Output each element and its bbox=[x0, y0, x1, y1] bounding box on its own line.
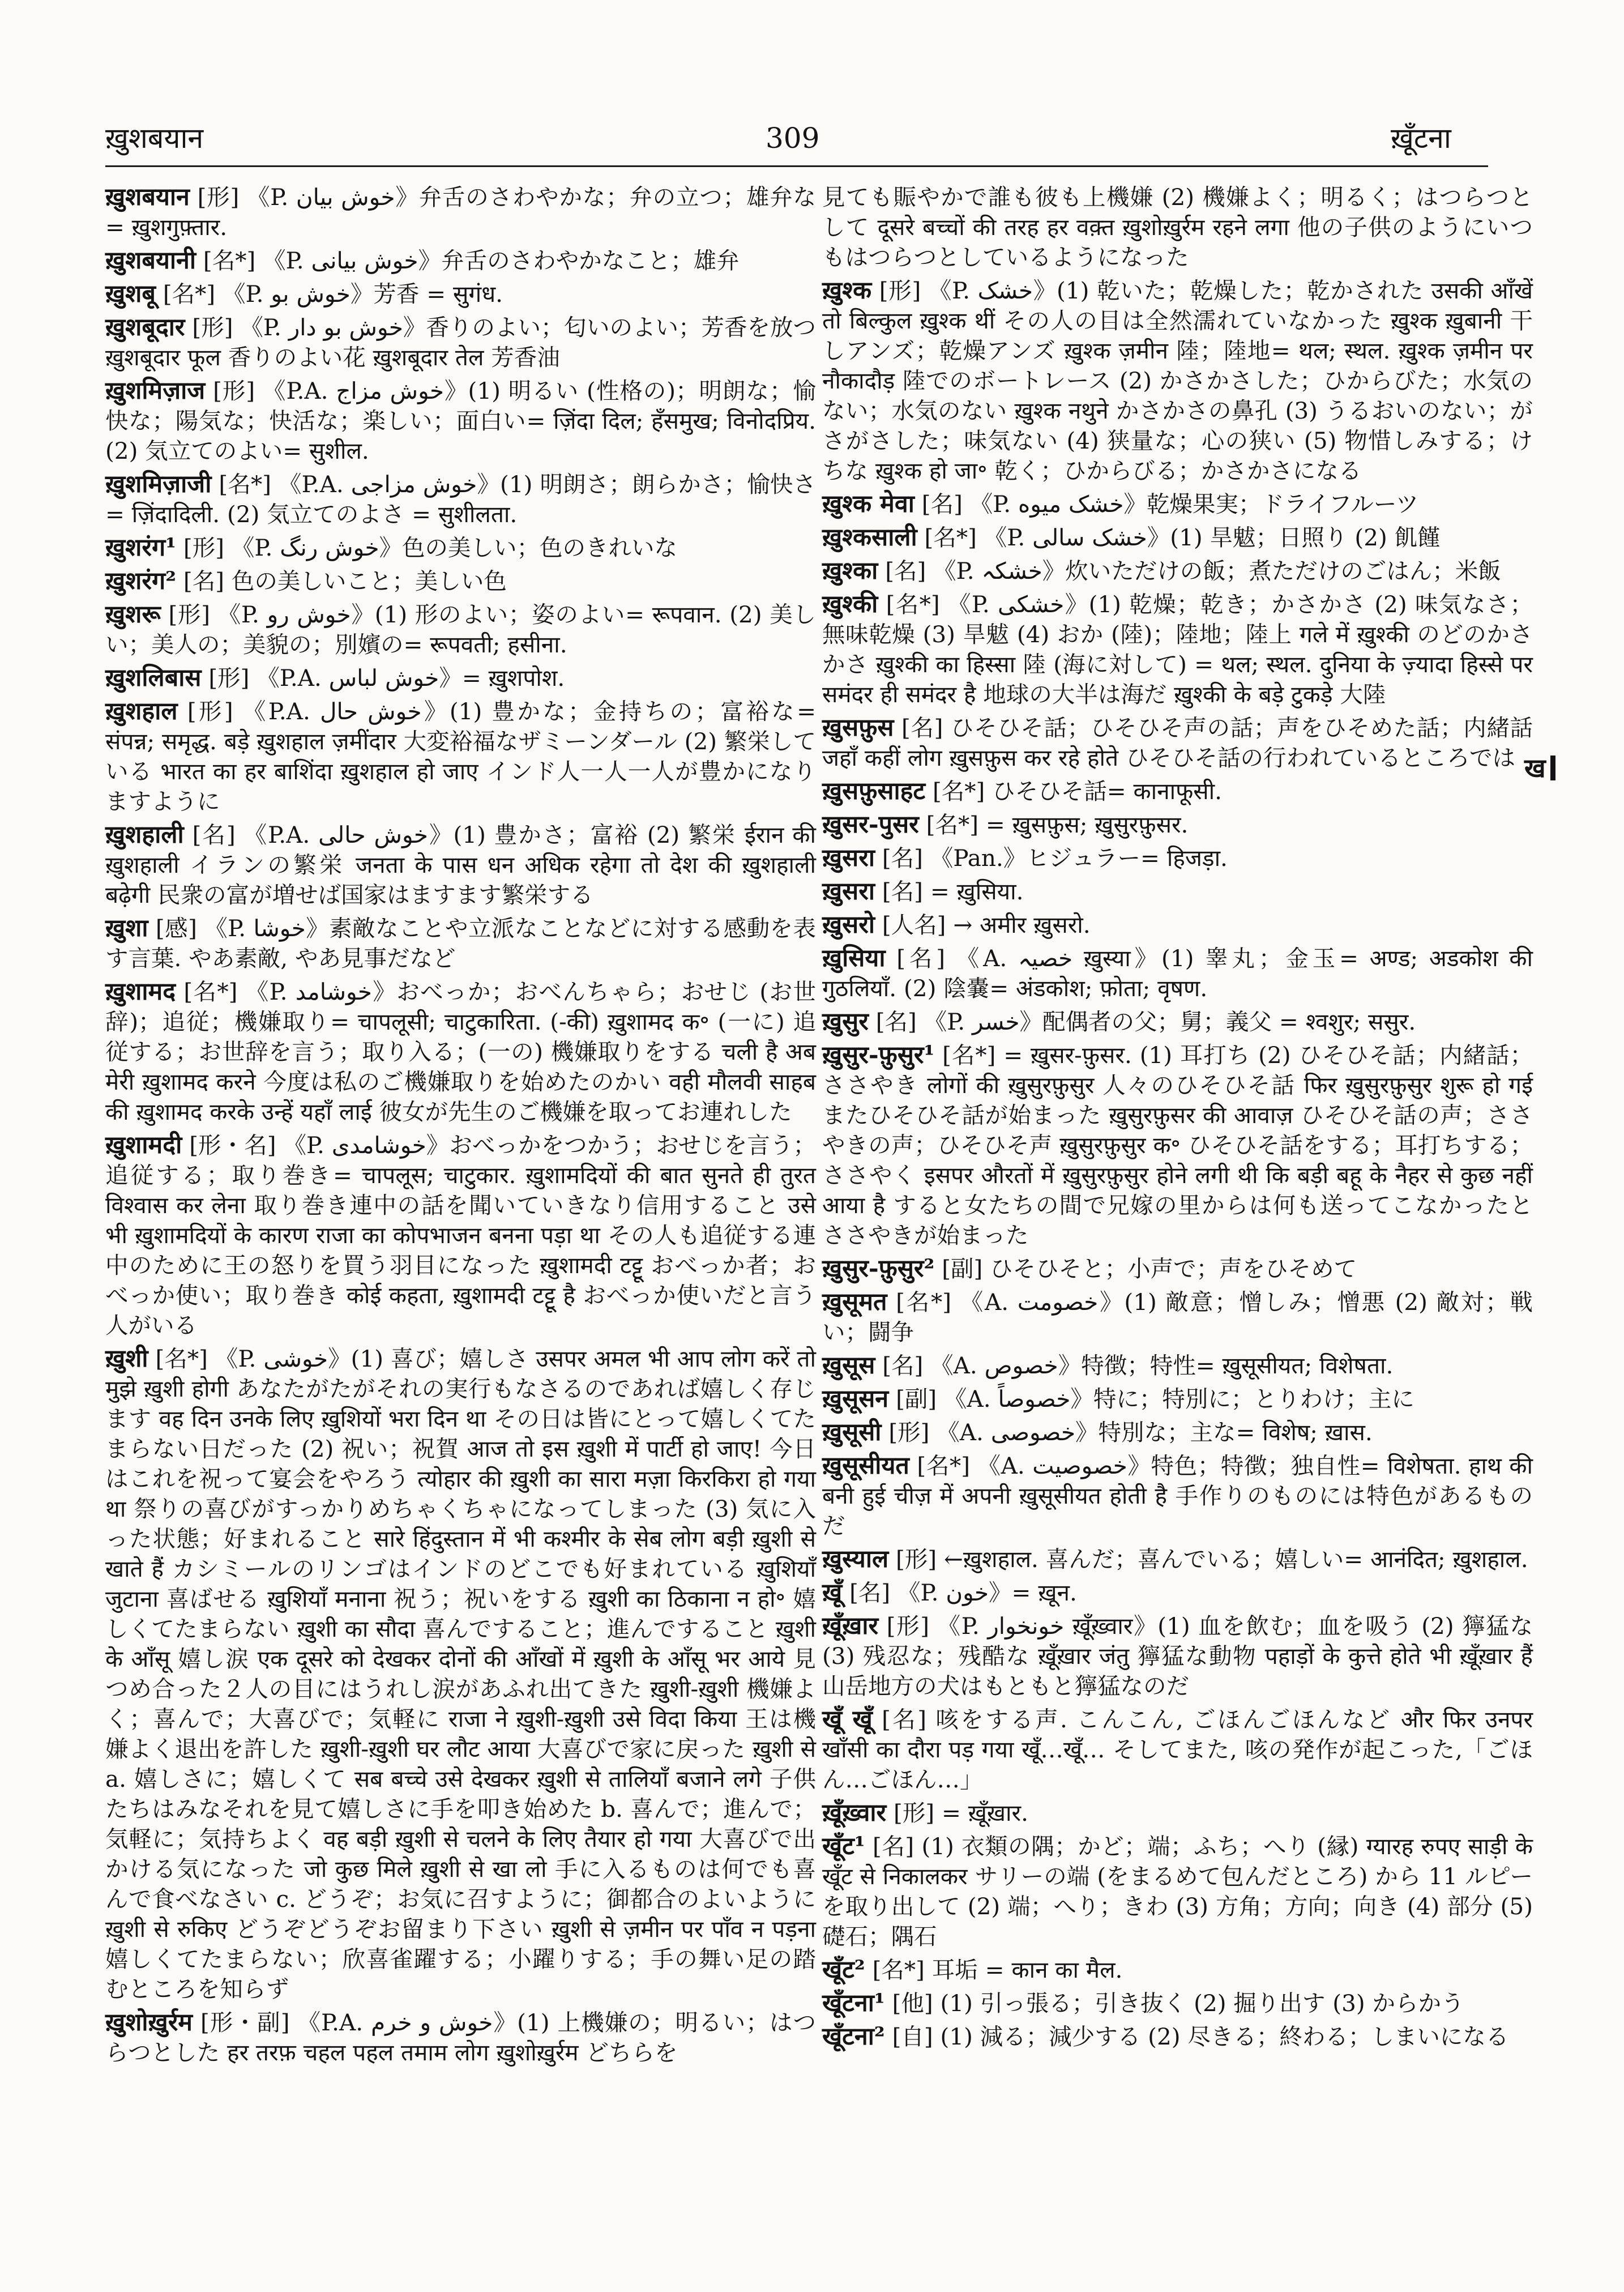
dictionary-entry bbox=[822, 910, 1533, 940]
dictionary-entry bbox=[105, 600, 816, 660]
entry-headword: खूँट¹ bbox=[822, 1832, 865, 1860]
dictionary-entry bbox=[822, 1705, 1533, 1795]
entry-definition: [名] 咳をする声. こんこん, ごほんごほんなど और फिर उनपर खाँसी का दौरा पड़ गया खूँ…खूँ… そしてまた, 咳の発作が起こった,「ごほん…ごほん…」 bbox=[822, 1706, 1533, 1793]
entry-definition: [名] 色の美しいこと；美しい色 bbox=[183, 567, 507, 595]
dictionary-entry bbox=[105, 566, 816, 596]
left-column bbox=[105, 182, 816, 2071]
entry-definition: [名] 《P. خشکہ》炊いただけの飯；煮ただけのごはん；米飯 bbox=[885, 557, 1501, 584]
right-column bbox=[822, 182, 1533, 2055]
entry-headword: ख़ुशरंग¹ bbox=[105, 533, 177, 562]
dictionary-entry bbox=[822, 1384, 1533, 1414]
entry-definition: [名*] 《A. خصوصیت》特色；特徴；独自性= विशेषता. हाथ की बनी हुई चीज़ में अपनी ख़ुसूसीयत होती है 手作りのものには特色があるものだ bbox=[822, 1452, 1533, 1539]
entry-headword: ख़ुसिया bbox=[822, 944, 886, 972]
entry-definition: [形] 《P. خوش رنگ》色の美しい；色のきれいな bbox=[183, 534, 678, 561]
dictionary-entry bbox=[822, 1451, 1533, 1541]
entry-headword: खूँ खूँ bbox=[822, 1705, 873, 1734]
entry-headword: ख़ूँ bbox=[822, 1578, 843, 1607]
entry-definition: [名*] 耳垢 = कान का मैल. bbox=[872, 1956, 1123, 1983]
entry-definition: [他] (1) 引っ張る；引き抜く (2) 掘り出す (3) からかう bbox=[892, 1990, 1464, 2017]
dictionary-entry bbox=[105, 1130, 816, 1341]
entry-headword: ख़ुसर-पुसर bbox=[822, 810, 919, 839]
entry-headword: ख़ुसुर-फ़ुसुर² bbox=[822, 1254, 935, 1283]
entry-definition: [名*] 《P. خوشی》(1) 喜び；嬉しさ उसपर अमल भी आप लोग करें तो मुझे ख़ुशी होगी あなたがたがそれの実行もなさるのであれば嬉しく存じます वह दिन उनके लिए ख़ुशियों भरा दिन था その日は皆にとって嬉しくてたまらない日だった (2) 祝い；祝賀 आज तो इस ख़ुशी में पार्टी हो जाए! 今日はこれを祝って宴会をやろう त्योहार की ख़ुशी का सारा मज़ा किरकिरा हो गया था 祭りの喜びがすっかりめちゃくちゃになってしまった (3) 気に入った状態；好まれること सारे हिंदुस्तान में भी कश्मीर के सेब लोग बड़ी ख़ुशी से खाते हैं カシミールのリンゴはインドのどこでも好まれている ख़ुशियाँ जुटाना 喜ばせる ख़ुशियाँ मनाना 祝う；祝いをする ख़ुशी का ठिकाना न हो॰ 嬉しくてたまらない ख़ुशी का सौदा 喜んですること；進んですること ख़ुशी के आँसू 嬉し涙 एक दूसरे को देखकर दोनों की आँखों में ख़ुशी के आँसू भर आये 見つめ合った２人の目にはうれし涙があふれ出てきた ख़ुशी-ख़ुशी 機嫌よく；喜んで；大喜びで；気軽に राजा ने ख़ुशी-ख़ुशी उसे विदा किया 王は機嫌よく退出を許した ख़ुशी-ख़ुशी घर लौट आया 大喜びで家に戻った ख़ुशी से a. 嬉しさに；嬉しくて सब बच्चे उसे देखकर ख़ुशी से तालियाँ बजाने लगे 子供たちはみなそれを見て嬉しさに手を叩き始めた b. 喜んで；進んで；気軽に；気持ちよく वह बड़ी ख़ुशी से चलने के लिए तैयार हो गया 大喜びで出かける気になった जो कुछ मिले ख़ुशी से खा लो 手に入るものは何でも喜んで食べなさい c. どうぞ；お気に召すように；御都合のよいように ख़ुशी से रुकिए どうぞどうぞお留まり下さい ख़ुशी से ज़मीन पर पाँव न पड़ना 嬉しくてたまらない；欣喜雀躍する；小躍りする；手の舞い足の踏むところを知らず bbox=[105, 1345, 816, 2003]
entry-definition: [名*] 《P. خوشامد》おべっか；おべんちゃら；おせじ (お世辞)；追従；機嫌取り= चापलूसी; चाटुकारिता. (-की) ख़ुशामद क॰ (一に) 追従する；お世辞を言う；取り入る；(一の) 機嫌取りをする चली है अब मेरी ख़ुशामद करने 今度は私のご機嫌取りを始めたのかい वही मौलवी साहब की ख़ुशामद करके उन्हें यहाँ लाई 彼女が先生のご機嫌を取ってお連れした bbox=[105, 978, 816, 1125]
entry-headword: ख़ुशहाली bbox=[105, 821, 184, 849]
dictionary-entry bbox=[822, 944, 1533, 1004]
dictionary-entry bbox=[822, 1040, 1533, 1250]
entry-definition: [名*] ひそひそ話= कानाफूसी. bbox=[932, 778, 1223, 805]
dictionary-entry bbox=[822, 1832, 1533, 1952]
dictionary-entry bbox=[822, 1611, 1533, 1701]
entry-headword: खूँटना² bbox=[822, 2022, 885, 2051]
entry-headword: ख़ुश्क bbox=[822, 276, 872, 305]
dictionary-entry bbox=[822, 1287, 1533, 1347]
entry-definition: [名] 《P. خشک میوه》乾燥果実；ドライフルーツ bbox=[921, 490, 1419, 518]
page-number: 309 bbox=[766, 122, 820, 155]
dictionary-entry bbox=[105, 376, 816, 466]
entry-definition: [形] = ख़ूँख़ार. bbox=[894, 1799, 1028, 1826]
dictionary-entry bbox=[105, 313, 816, 373]
entry-definition: [名] 《Pan.》ヒジュラー= हिजड़ा. bbox=[882, 844, 1228, 872]
entry-definition: [名] = ख़ुसिया. bbox=[882, 878, 1024, 905]
dictionary-entry bbox=[105, 246, 816, 276]
dictionary-entry bbox=[822, 1798, 1533, 1828]
entry-definition: [副] ひそひそと；小声で；声をひそめて bbox=[942, 1255, 1357, 1282]
entry-definition: [形] 《P. خوش بو دار》香りのよい；匂いのよい；芳香を放つ ख़ुशबूदार फूल 香りのよい花 ख़ुशबूदार तेल 芳香油 bbox=[105, 314, 817, 371]
dictionary-entry bbox=[822, 489, 1533, 519]
entry-definition: [形] 《A. خصوصی》特別な；主な= विशेष; ख़ास. bbox=[888, 1419, 1373, 1446]
entry-headword: ख़ुशलिबास bbox=[105, 664, 202, 692]
dictionary-entry bbox=[822, 1544, 1533, 1574]
entry-headword: ख़ुशरंग² bbox=[105, 567, 177, 595]
dictionary-entry bbox=[822, 843, 1533, 873]
dictionary-entry bbox=[822, 877, 1533, 907]
entry-headword: ख़ुशा bbox=[105, 914, 148, 942]
dictionary-entry bbox=[822, 776, 1533, 806]
entry-headword: ख़ुसरो bbox=[822, 911, 875, 939]
entry-definition: [名*] 《P.A. خوش مزاجی》(1) 明朗さ；朗らかさ；愉快さ= ज़िंदादिली. (2) 気立てのよさ = सुशीलता. bbox=[105, 471, 817, 528]
entry-headword: ख़ुशी bbox=[105, 1345, 148, 1373]
entry-definition: [自] (1) 減る；減少する (2) 尽きる；終わる；しまいになる bbox=[892, 2023, 1509, 2050]
dictionary-entry bbox=[822, 810, 1533, 840]
dictionary-entry bbox=[822, 523, 1533, 553]
dictionary-entry bbox=[822, 276, 1533, 486]
entry-definition: [副] 《A. خصوصاً》特に；特別に；とりわけ；主に bbox=[896, 1385, 1414, 1412]
entry-definition: [名*] 《P. خشک سالی》(1) 旱魃；日照り (2) 飢饉 bbox=[924, 524, 1441, 551]
entry-headword: ख़ुशबूदार bbox=[105, 313, 185, 342]
entry-definition: [名*] 《A. خصومت》(1) 敵意；憎しみ；憎悪 (2) 敵対；戦い；闘争 bbox=[822, 1288, 1533, 1346]
entry-headword: ख़ुसूस bbox=[822, 1351, 875, 1380]
entry-headword: ख़ुशबयानी bbox=[105, 246, 196, 275]
entry-definition: [名] ひそひそ話；ひそひそ声の話；声をひそめた話；内緒話 जहाँ कहीं लोग ख़ुसफ़ुस कर रहे होते ひそひそ話の行われているところでは bbox=[822, 714, 1533, 771]
entry-definition: [形] ←ख़ुशहाल. 喜んだ；喜んでいる；嬉しい= आनंदित; ख़ुशहाल. bbox=[896, 1546, 1528, 1573]
entry-headword: ख़ुस्याल bbox=[822, 1545, 889, 1573]
entry-definition: [形] 《P. خشک》(1) 乾いた；乾燥した；乾かされた उसकी आँखें तो बिल्कुल ख़ुश्क थीं その人の目は全然濡れていなかった ख़ुश्क ख़ुबानी 干しアンズ；乾燥アンズ ख़ुश्क ज़मीन 陸；陸地= थल; स्थल. ख़ुश्क ज़मीन पर नौकादौड़ 陸でのボートレース (2) かさかさした；ひからびた；水気のない；水気のない ख़ुश्क नथुने かさかさの鼻孔 (3) うるおいのない；がさがさした；味気ない (4) 狭量な；心の狭い (5) 物惜しみする；けちな ख़ुश्क हो जा॰ 乾く；ひからびる；かさかさになる bbox=[822, 277, 1533, 484]
dictionary-entry bbox=[822, 1418, 1533, 1448]
dictionary-entry bbox=[822, 590, 1533, 710]
dictionary-entry bbox=[105, 820, 816, 910]
dictionary-entry bbox=[105, 182, 816, 242]
entry-headword: ख़ुसूमत bbox=[822, 1288, 887, 1316]
entry-headword: ख़ुसूसन bbox=[822, 1385, 889, 1413]
dictionary-entry bbox=[822, 556, 1533, 586]
entry-headword: ख़ुशरू bbox=[105, 600, 161, 629]
entry-headword: ख़ुसफ़ुसाहट bbox=[822, 777, 926, 805]
dictionary-entry bbox=[822, 1988, 1533, 2018]
entry-headword: ख़ुसफ़ुस bbox=[822, 714, 894, 742]
entry-definition: [名] 《P.A. خوش حالی》(1) 豊かさ；富裕 (2) 繁栄 ईरान की ख़ुशहाली イランの繁栄 जनता के पास धन अधिक रहेगा तो देश की ख़ुशहाली बढ़ेगी 民衆の富が増せば国家はますます繁栄する bbox=[105, 821, 816, 908]
entry-headword: ख़ुसुर bbox=[822, 1008, 869, 1036]
entry-headword: ख़ुश्कसाली bbox=[822, 523, 917, 552]
entry-definition: [形・名] 《P. خوشامدی》おべっかをつかう；おせじを言う；追従する；取り巻き= चापलूस; चाटुकार. ख़ुशामदियों की बात सुनते ही तुरत विश्वास कर लेना 取り巻き連中の話を聞いていきなり信用すること उसे भी ख़ुशामदियों के कारण राजा का कोपभाजन बनना पड़ा था その人も追従する連中のために王の怒りを買う羽目になった ख़ुशामदी टट्टू おべっか者；おべっか使い；取り巻き कोई कहता, ख़ुशामदी टट्टू है おべっか使いだと言う人がいる bbox=[105, 1132, 816, 1339]
entry-definition: [名] 《P. خون》= ख़ून. bbox=[849, 1579, 1077, 1606]
entry-headword: ख़ुसुर-फ़ुसुर¹ bbox=[822, 1041, 935, 1069]
entry-definition: [形] 《P. خوش رو》(1) 形のよい；姿のよい= रूपवान. (2) 美しい；美人の；美貌の；別嬪の= रूपवती; हसीना. bbox=[105, 601, 816, 658]
entry-definition: [名*] 《P. خوش بیانی》弁舌のさわやかなこと；雄弁 bbox=[203, 247, 740, 274]
entry-definition: 見ても賑やかで誰も彼も上機嫌 (2) 機嫌よく；明るく；はつらつとして दूसरे बच्चों की तरह हर वक़्त ख़ुशोख़ुर्रम रहने लगा 他の子供のようにいつもはつらつとしているようになった bbox=[822, 183, 1533, 271]
entry-headword: ख़ुश्का bbox=[822, 557, 878, 585]
entry-headword: ख़ुशबू bbox=[105, 280, 156, 308]
dictionary-entry bbox=[105, 697, 816, 817]
entry-headword: ख़ुश्की bbox=[822, 590, 878, 618]
entry-definition: [感] 《P. خوشا》素敵なことや立派なことなどに対する感動を表す言葉. やあ素敵, やあ見事だなど bbox=[105, 915, 816, 972]
entry-headword: ख़ुसरा bbox=[822, 844, 875, 872]
entry-definition: [名] (1) 衣類の隅；かど；端；ふち；へり (縁) ग्यारह रुपए साड़ी के खूँट से निकालकर サリーの端 (をまるめて包んだところ) から 11 ルピーを取り出して (2) 端；へり；きわ (3) 方角；方向；向き (4) 部分 (5) 礎石；隅石 bbox=[822, 1833, 1533, 1950]
dictionary-entry bbox=[822, 2022, 1533, 2052]
entry-definition: [形] 《P.A. خوش لباس》= ख़ुशपोश. bbox=[208, 664, 565, 692]
dictionary-entry bbox=[822, 1578, 1533, 1608]
entry-headword: ख़ुशामद bbox=[105, 978, 176, 1006]
dictionary-entry bbox=[822, 1955, 1533, 1985]
entry-definition: [形] 《P. خونخوار ख़ूँख़्वार》(1) 血を飲む；血を吸う (2) 獰猛な (3) 残忍な；残酷な ख़ूँख़ार जंतु 獰猛な動物 पहाड़ों के कुत्ते होते भी ख़ूँख़ार हैं 山岳地方の犬はもともと獰猛なのだ bbox=[822, 1612, 1533, 1700]
entry-definition: [名*] 《P. خشکی》(1) 乾燥；乾き；かさかさ (2) 味気なさ；無味乾燥 (3) 旱魃 (4) おか (陸)；陸地；陸上 गले में ख़ुश्की のどのかさかさ ख़ुश्की का हिस्सा 陸 (海に対して) = थल; स्थल. दुनिया के ज़्यादा हिस्से पर समंदर ही समंदर है 地球の大半は海だ ख़ुश्की के बड़े टुकड़े 大陸 bbox=[822, 591, 1533, 708]
dictionary-entry bbox=[105, 663, 816, 693]
running-head-right: ख़ूँटना bbox=[1391, 122, 1451, 155]
entry-definition: [形・副] 《P.A. خوش و خرم》(1) 上機嫌の；明るい；はつらつとした हर तरफ़ चहल पहल तमाम लोग ख़ुशोख़ुर्रम どちらを bbox=[105, 2009, 816, 2066]
dictionary-entry bbox=[105, 279, 816, 309]
entry-headword: ख़ुसूसी bbox=[822, 1418, 882, 1446]
dictionary-entry bbox=[105, 914, 816, 974]
entry-headword: ख़ुसूसीयत bbox=[822, 1452, 909, 1480]
entry-headword: ख़ुशहाल bbox=[105, 697, 178, 725]
entry-definition: [名*] = ख़ुसर-फ़ुसर. (1) 耳打ち (2) ひそひそ話；内緒話；ささやき लोगों की ख़ुसुरफ़ुसुर 人々のひそひそ話 फिर ख़ुसुरफ़ुसुर शुरू हो गई またひそひそ話が始まった ख़ुसुरफ़ुसर की आवाज़ ひそひそ話の声；ささやきの声；ひそひそ声 ख़ुसुरफ़ुसुर क॰ ひそひそ話をする；耳打ちする；ささやく इसपर औरतों में ख़ुसुरफ़ुसुर होने लगी थी कि बड़ी बहू के नैहर से कुछ नहीं आया है すると女たちの間で兄嫁の里からは何も送ってこなかったとささやきが始まった bbox=[822, 1042, 1533, 1249]
entry-headword: खूँटना¹ bbox=[822, 1989, 885, 2017]
dictionary-entry bbox=[822, 1254, 1533, 1284]
entry-headword: ख़ुशामदी bbox=[105, 1131, 182, 1159]
entry-definition: [名] 《A. خصیہ ख़ुस्या》(1) 睾丸；金玉= अण्ड; अडकोश की गुठलियाँ. (2) 陰嚢= अंडकोश; फ़ोता; वृषण. bbox=[822, 945, 1533, 1002]
entry-headword: खूँट² bbox=[822, 1956, 865, 1984]
entry-definition: [形] 《P.A. خوش مزاج》(1) 明るい (性格の)；明朗な；愉快な；陽気な；快活な；楽しい；面白い= ज़िंदा दिल; हँसमुख; विनोदप्रिय. (2) 気立てのよい= सुशील. bbox=[105, 377, 816, 464]
dictionary-entry bbox=[105, 977, 816, 1127]
entry-headword: ख़ुशोख़ुर्रम bbox=[105, 2008, 193, 2037]
entry-headword: ख़ुशबयान bbox=[105, 183, 190, 211]
running-head-left: ख़ुशबयान bbox=[105, 122, 204, 155]
entry-definition: [形] 《P.A. خوش حال》(1) 豊かな；金持ちの；富裕な= संपन्न; समृद्ध. बड़े ख़ुशहाल ज़मींदार 大変裕福なザミーンダール (2) 繁栄している भारत का हर बाशिंदा ख़ुशहाल हो जाए インド人一人一人が豊かになりますように bbox=[105, 698, 817, 815]
entry-definition: [形] 《P. خوش بیان》弁舌のさわやかな；弁の立つ；雄弁な= ख़ुशगुफ़्तार. bbox=[105, 183, 816, 241]
entry-headword: ख़ुशमिज़ाज bbox=[105, 377, 206, 405]
dictionary-entry bbox=[822, 713, 1533, 773]
entry-headword: ख़ुशमिज़ाजी bbox=[105, 470, 212, 498]
dictionary-entry bbox=[105, 1344, 816, 2004]
dictionary-entry bbox=[822, 182, 1533, 272]
dictionary-entry bbox=[822, 1007, 1533, 1037]
entry-definition: [名*] = ख़ुसफ़ुस; ख़ुसुरफ़ुसर. bbox=[926, 811, 1189, 838]
entry-headword: ख़ूँख़्वार bbox=[822, 1799, 887, 1827]
entry-definition: [名*] 《P. خوش بو》芳香 = सुगंध. bbox=[163, 280, 503, 308]
entry-headword: ख़ुसरा bbox=[822, 877, 875, 906]
entry-definition: [人名] → अमीर ख़ुसरो. bbox=[882, 911, 1091, 938]
thumb-index-tab: ख bbox=[1524, 750, 1555, 785]
entry-headword: ख़ूँख़ार bbox=[822, 1612, 879, 1640]
dictionary-entry bbox=[105, 2008, 816, 2068]
entry-headword: ख़ुश्क मेवा bbox=[822, 490, 914, 518]
entry-definition: [名] 《A. خصوص》特徴；特性= ख़ुसूसीयत; विशेषता. bbox=[882, 1352, 1394, 1379]
entry-definition: [名] 《P. خسر》配偶者の父；舅；義父 = श्वशुर; ससुर. bbox=[875, 1008, 1416, 1035]
dictionary-entry bbox=[105, 533, 816, 563]
dictionary-entry bbox=[822, 1351, 1533, 1381]
dictionary-entry bbox=[105, 470, 816, 530]
header-rule bbox=[105, 165, 1488, 167]
